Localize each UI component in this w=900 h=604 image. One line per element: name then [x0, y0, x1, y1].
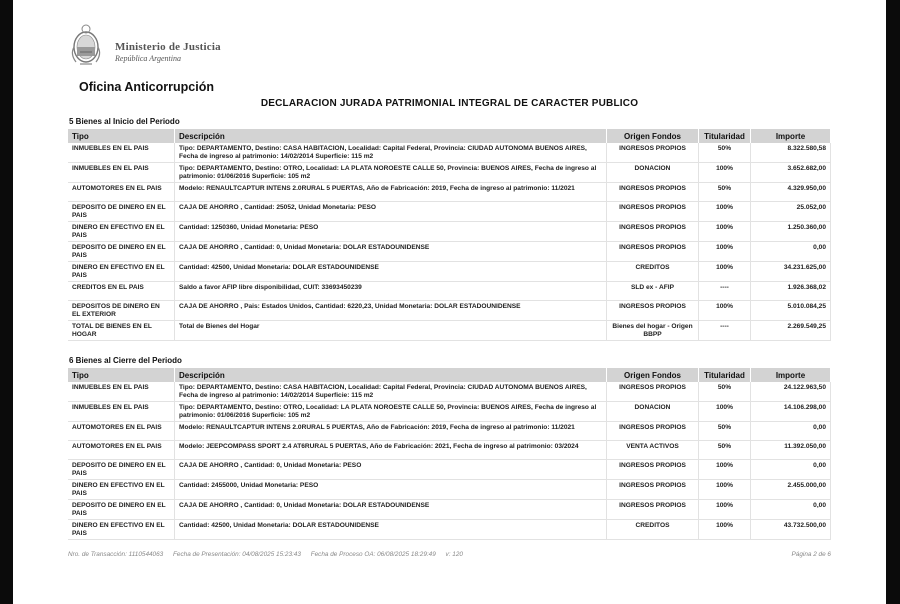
cell-origen: INGRESOS PROPIOS: [607, 202, 699, 222]
cell-titularidad: 100%: [699, 262, 751, 282]
cell-descripcion: Modelo: JEEPCOMPASS SPORT 2.4 AT6RURAL 5 PUERTAS, Año de Fabricación: 2021, Fecha de ingreso al patrimonio: 03/2024: [175, 441, 607, 460]
cell-descripcion: Cantidad: 42500, Unidad Monetaria: DOLAR ESTADOUNIDENSE: [175, 520, 607, 540]
document-title: DECLARACION JURADA PATRIMONIAL INTEGRAL DE CARACTER PUBLICO: [260, 98, 639, 109]
cell-tipo: DINERO EN EFECTIVO EN EL PAIS: [68, 480, 175, 500]
cell-tipo: DINERO EN EFECTIVO EN EL PAIS: [68, 222, 175, 242]
table-row: [68, 422, 831, 441]
table-row: [68, 480, 831, 500]
cell-tipo: DINERO EN EFECTIVO EN EL PAIS: [68, 262, 175, 282]
cell-importe: 0,00: [751, 460, 831, 480]
section-title-end: 6 Bienes al Cierre del Periodo: [69, 356, 182, 365]
assets-end-table: [68, 368, 831, 540]
cell-importe: 0,00: [751, 242, 831, 262]
cell-origen: INGRESOS PROPIOS: [607, 183, 699, 202]
cell-descripcion: CAJA DE AHORRO , Cantidad: 0, Unidad Monetaria: DOLAR ESTADOUNIDENSE: [175, 242, 607, 262]
cell-titularidad: 50%: [699, 422, 751, 441]
cell-titularidad: 50%: [699, 183, 751, 202]
cell-importe: 0,00: [751, 422, 831, 441]
left-window-border: [0, 0, 13, 604]
cell-descripcion: Cantidad: 1250360, Unidad Monetaria: PESO: [175, 222, 607, 242]
table-row: [68, 163, 831, 183]
cell-titularidad: ----: [699, 282, 751, 301]
cell-origen: INGRESOS PROPIOS: [607, 382, 699, 402]
cell-tipo: DEPOSITO DE DINERO EN EL PAIS: [68, 460, 175, 480]
cell-titularidad: 100%: [699, 222, 751, 242]
cell-descripcion: Tipo: DEPARTAMENTO, Destino: OTRO, Localidad: LA PLATA NOROESTE CALLE 50, Provincia: BUENOS AIRES, Fecha de ingreso al patrimonio: 01/06/2016 Superficie: 105 m2: [175, 163, 607, 183]
cell-descripcion: Tipo: DEPARTAMENTO, Destino: CASA HABITACION, Localidad: Capital Federal, Provincia: CIUDAD AUTONOMA BUENOS AIRES, Fecha de ingreso al patrimonio: 14/02/2014 Superficie: 115 m2: [175, 382, 607, 402]
cell-descripcion: Cantidad: 42500, Unidad Monetaria: DOLAR ESTADOUNIDENSE: [175, 262, 607, 282]
ministry-heading: [115, 41, 221, 63]
cell-descripcion: CAJA DE AHORRO , Cantidad: 25052, Unidad Monetaria: PESO: [175, 202, 607, 222]
cell-importe: 2.455.000,00: [751, 480, 831, 500]
cell-importe: 24.122.963,50: [751, 382, 831, 402]
cell-descripcion: CAJA DE AHORRO , Pais: Estados Unidos, Cantidad: 6220,23, Unidad Monetaria: DOLAR ESTADOUNIDENSE: [175, 301, 607, 321]
coat-of-arms-icon: [68, 22, 104, 68]
cell-tipo: INMUEBLES EN EL PAIS: [68, 402, 175, 422]
column-header-tipo: Tipo: [68, 368, 175, 382]
office-name: Oficina Anticorrupción: [79, 80, 214, 94]
cell-origen: INGRESOS PROPIOS: [607, 301, 699, 321]
cell-titularidad: 100%: [699, 163, 751, 183]
table-row: [68, 282, 831, 301]
table-row: [68, 242, 831, 262]
cell-titularidad: 100%: [699, 520, 751, 540]
cell-importe: 2.269.549,25: [751, 321, 831, 341]
version-label: v: 120: [445, 551, 463, 558]
table-row: [68, 460, 831, 480]
cell-origen: CREDITOS: [607, 520, 699, 540]
cell-origen: INGRESOS PROPIOS: [607, 242, 699, 262]
cell-origen: INGRESOS PROPIOS: [607, 222, 699, 242]
column-header-descripcion: Descripción: [175, 129, 607, 143]
cell-tipo: INMUEBLES EN EL PAIS: [68, 382, 175, 402]
cell-titularidad: 50%: [699, 441, 751, 460]
cell-origen: INGRESOS PROPIOS: [607, 422, 699, 441]
cell-origen: INGRESOS PROPIOS: [607, 480, 699, 500]
cell-titularidad: 100%: [699, 242, 751, 262]
cell-origen: DONACION: [607, 163, 699, 183]
cell-origen: CREDITOS: [607, 262, 699, 282]
cell-importe: 43.732.500,00: [751, 520, 831, 540]
column-header-importe: Importe: [751, 368, 831, 382]
cell-tipo: AUTOMOTORES EN EL PAIS: [68, 183, 175, 202]
table-row: [68, 500, 831, 520]
page-footer: [68, 551, 831, 558]
cell-importe: 34.231.625,00: [751, 262, 831, 282]
cell-tipo: INMUEBLES EN EL PAIS: [68, 143, 175, 163]
cell-descripcion: Saldo a favor AFIP libre disponibilidad, CUIT: 33693450239: [175, 282, 607, 301]
table-row: [68, 262, 831, 282]
table-row: [68, 321, 831, 341]
cell-origen: SLD ex - AFIP: [607, 282, 699, 301]
cell-titularidad: 100%: [699, 480, 751, 500]
cell-importe: 14.106.298,00: [751, 402, 831, 422]
cell-tipo: DINERO EN EFECTIVO EN EL PAIS: [68, 520, 175, 540]
cell-tipo: CREDITOS EN EL PAIS: [68, 282, 175, 301]
cell-titularidad: 100%: [699, 402, 751, 422]
column-header-tipo: Tipo: [68, 129, 175, 143]
cell-origen: DONACION: [607, 402, 699, 422]
cell-descripcion: CAJA DE AHORRO , Cantidad: 0, Unidad Monetaria: PESO: [175, 460, 607, 480]
cell-tipo: INMUEBLES EN EL PAIS: [68, 163, 175, 183]
table-row: [68, 222, 831, 242]
cell-titularidad: 100%: [699, 500, 751, 520]
cell-importe: 25.052,00: [751, 202, 831, 222]
transaction-number: Nro. de Transacción: 1110544063: [68, 551, 164, 558]
cell-descripcion: CAJA DE AHORRO , Cantidad: 0, Unidad Monetaria: DOLAR ESTADOUNIDENSE: [175, 500, 607, 520]
cell-origen: INGRESOS PROPIOS: [607, 143, 699, 163]
cell-descripcion: Tipo: DEPARTAMENTO, Destino: OTRO, Localidad: LA PLATA NOROESTE CALLE 50, Provincia: BUENOS AIRES, Fecha de ingreso al patrimonio: 01/06/2016 Superficie: 105 m2: [175, 402, 607, 422]
cell-titularidad: 100%: [699, 301, 751, 321]
cell-tipo: DEPOSITOS DE DINERO EN EL EXTERIOR: [68, 301, 175, 321]
cell-titularidad: ----: [699, 321, 751, 341]
cell-tipo: AUTOMOTORES EN EL PAIS: [68, 441, 175, 460]
table-row: [68, 382, 831, 402]
assets-start-table: [68, 129, 831, 341]
presentation-date: Fecha de Presentación: 04/08/2025 15:23:43: [173, 551, 301, 558]
section-title-start: 5 Bienes al Inicio del Periodo: [69, 117, 180, 126]
column-header-descripcion: Descripción: [175, 368, 607, 382]
cell-descripcion: Modelo: RENAULTCAPTUR INTENS 2.0RURAL 5 PUERTAS, Año de Fabricación: 2019, Fecha de ingreso al patrimonio: 11/2021: [175, 422, 607, 441]
document-page: [13, 0, 886, 604]
cell-importe: 8.322.580,58: [751, 143, 831, 163]
cell-importe: 1.250.360,00: [751, 222, 831, 242]
country-name: República Argentina: [115, 54, 181, 63]
cell-importe: 4.329.950,00: [751, 183, 831, 202]
table-row: [68, 402, 831, 422]
cell-importe: 0,00: [751, 500, 831, 520]
column-header-importe: Importe: [751, 129, 831, 143]
cell-tipo: DEPOSITO DE DINERO EN EL PAIS: [68, 202, 175, 222]
table-row: [68, 441, 831, 460]
right-window-border: [886, 0, 900, 604]
cell-descripcion: Tipo: DEPARTAMENTO, Destino: CASA HABITACION, Localidad: Capital Federal, Provincia: CIUDAD AUTONOMA BUENOS AIRES, Fecha de ingreso al patrimonio: 14/02/2014 Superficie: 115 m2: [175, 143, 607, 163]
table-row: [68, 520, 831, 540]
cell-origen: Bienes del hogar - Origen BBPP: [607, 321, 699, 341]
table-row: [68, 143, 831, 163]
table-row: [68, 183, 831, 202]
cell-titularidad: 100%: [699, 202, 751, 222]
column-header-titularidad: Titularidad: [699, 368, 751, 382]
cell-tipo: DEPOSITO DE DINERO EN EL PAIS: [68, 500, 175, 520]
cell-titularidad: 50%: [699, 382, 751, 402]
cell-titularidad: 100%: [699, 460, 751, 480]
cell-tipo: DEPOSITO DE DINERO EN EL PAIS: [68, 242, 175, 262]
cell-origen: INGRESOS PROPIOS: [607, 460, 699, 480]
cell-importe: 11.392.050,00: [751, 441, 831, 460]
cell-tipo: AUTOMOTORES EN EL PAIS: [68, 422, 175, 441]
cell-descripcion: Total de Bienes del Hogar: [175, 321, 607, 341]
cell-descripcion: Cantidad: 2455000, Unidad Monetaria: PESO: [175, 480, 607, 500]
cell-tipo: TOTAL DE BIENES EN EL HOGAR: [68, 321, 175, 341]
cell-importe: 5.010.084,25: [751, 301, 831, 321]
table-row: [68, 301, 831, 321]
cell-origen: VENTA ACTIVOS: [607, 441, 699, 460]
cell-descripcion: Modelo: RENAULTCAPTUR INTENS 2.0RURAL 5 PUERTAS, Año de Fabricación: 2019, Fecha de ingreso al patrimonio: 11/2021: [175, 183, 607, 202]
cell-origen: INGRESOS PROPIOS: [607, 500, 699, 520]
page-number: Página 2 de 6: [791, 551, 831, 558]
cell-importe: 3.652.682,00: [751, 163, 831, 183]
column-header-origen: Origen Fondos: [607, 368, 699, 382]
cell-titularidad: 50%: [699, 143, 751, 163]
process-date: Fecha de Proceso OA: 06/08/2025 18:29:49: [310, 551, 436, 558]
table-row: [68, 202, 831, 222]
cell-importe: 1.926.368,02: [751, 282, 831, 301]
column-header-titularidad: Titularidad: [699, 129, 751, 143]
column-header-origen: Origen Fondos: [607, 129, 699, 143]
ministry-name: Ministerio de Justicia: [115, 41, 221, 53]
